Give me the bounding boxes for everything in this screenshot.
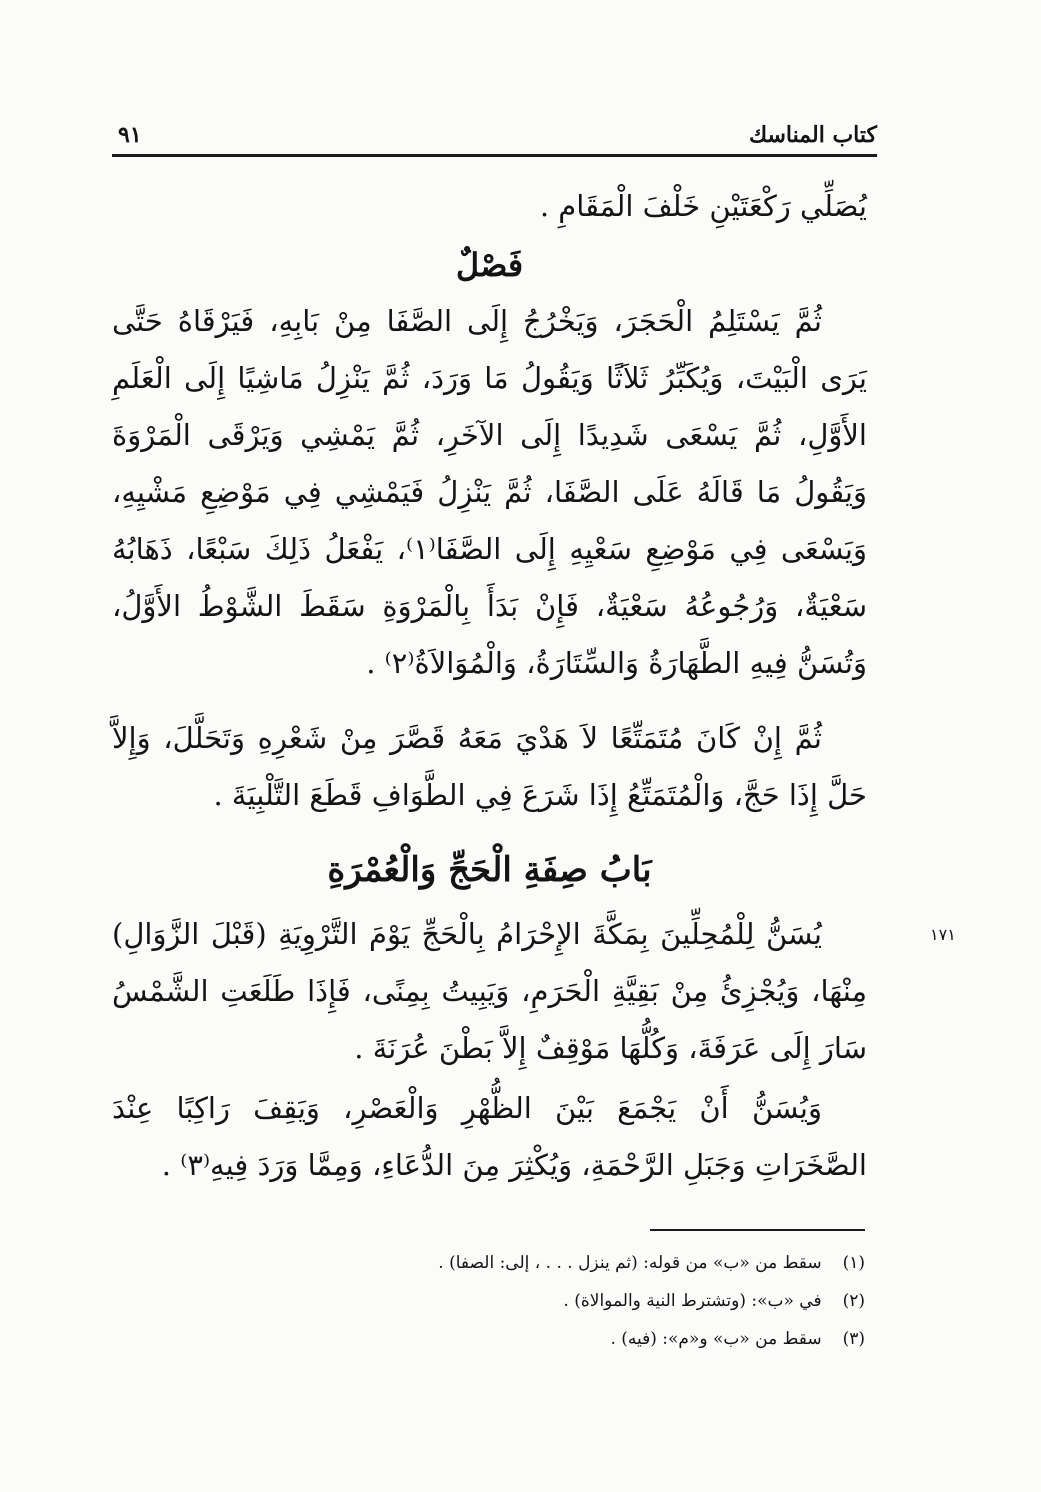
footnote-2 (300, 1282, 865, 1320)
footnotes (300, 1244, 865, 1358)
footnote-number: (٣) (842, 1329, 865, 1349)
paragraph-text: يُسَنُّ لِلْمُحِلِّينَ بِمَكَّةَ الإِحْرَامُ بِالْحَجِّ يَوْمَ التَّرْوِيَةِ (قَبْلَ الزَّوَالِ) مِنْهَا، وَيُجْزِئُ مِنْ بَقِيَّةِ الْحَرَمِ، وَيَبِيتُ بِمِنًى، فَإِذَا طَلَعَتِ الشَّمْسُ سَارَ إِلَى عَرَفَةَ، وَكُلُّهَا مَوْقِفٌ إِلاَّ بَطْنَ عُرَنَةَ . (112, 917, 867, 1065)
chapter-heading-hajj: بَابُ صِفَةِ الْحَجِّ وَالْعُمْرَةِ (327, 850, 652, 890)
paragraph-closing-line (112, 178, 867, 235)
footnote-3 (300, 1320, 865, 1358)
page-header (112, 110, 877, 157)
paragraph-text: ثُمَّ إِنْ كَانَ مُتَمَتِّعًا لاَ هَدْيَ مَعَهُ قَصَّرَ مِنْ شَعْرِهِ وَتَحَلَّلَ، وَإِلاَّ حَلَّ إِذَا حَجَّ، وَالْمُتَمَتِّعُ إِذَا شَرَعَ فِي الطَّوَافِ قَطَعَ التَّلْبِيَةَ . (112, 721, 867, 812)
footnote-1 (300, 1244, 865, 1282)
footnote-text: سقط من «ب» و«م»: (فيه) . (610, 1329, 822, 1349)
footnote-number: (٢) (842, 1291, 865, 1311)
page-number: ٩١ (118, 122, 142, 148)
paragraph-text: وَيُسَنُّ أَنْ يَجْمَعَ بَيْنَ الظُّهْرِ وَالْعَصْرِ، وَيَقِفَ رَاكِبًا عِنْدَ الصَّخَرَاتِ وَجَبَلِ الرَّحْمَةِ، وَيُكْثِرَ مِنَ الدُّعَاءِ، وَمِمَّا وَرَدَ فِيهِ⁽٣⁾ . (112, 1091, 867, 1182)
footnote-text: في «ب»: (وتشترط النية والموالاة) . (563, 1291, 822, 1311)
paragraph-tarwiyah (112, 906, 867, 1077)
margin-page-reference: ١٧١ (930, 925, 956, 944)
paragraph-tamattu (112, 710, 867, 824)
section-heading-fasl: فَصْلٌ (455, 246, 524, 284)
footnote-separator (650, 1229, 865, 1231)
footnote-text: سقط من «ب» من قوله: (ثم ينزل . . . ، إلى: الصفا) . (438, 1253, 822, 1273)
paragraph-arafah (112, 1080, 867, 1194)
paragraph-sai (112, 293, 867, 692)
paragraph-text: ثُمَّ يَسْتَلِمُ الْحَجَرَ، وَيَخْرُجُ إِلَى الصَّفَا مِنْ بَابِهِ، فَيَرْقَاهُ حَتَّى يَرَى الْبَيْتَ، وَيُكَبِّرُ ثَلاَثًا وَيَقُولُ مَا وَرَدَ، ثُمَّ يَنْزِلُ مَاشِيًا إِلَى الْعَلَمِ الأَوَّلِ، ثُمَّ يَسْعَى شَدِيدًا إِلَى الآخَرِ، ثُمَّ يَمْشِي وَيَرْقَى الْمَرْوَةَ وَيَقُولُ مَا قَالَهُ عَلَى الصَّفَا، ثُمَّ يَنْزِلُ فَيَمْشِي فِي مَوْضِعِ مَشْيِهِ، وَيَسْعَى فِي مَوْضِعِ سَعْيِهِ إِلَى الصَّفَا⁽١⁾، يَفْعَلُ ذَلِكَ سَبْعًا، ذَهَابُهُ سَعْيَةٌ، وَرُجُوعُهُ سَعْيَةٌ، فَإِنْ بَدَأَ بِالْمَرْوَةِ سَقَطَ الشَّوْطُ الأَوَّلُ، وَتُسَنُّ فِيهِ الطَّهَارَةُ وَالسِّتَارَةُ، وَالْمُوَالاَةُ⁽٢⁾ . (112, 304, 867, 680)
paragraph-text: يُصَلِّي رَكْعَتَيْنِ خَلْفَ الْمَقَامِ . (539, 189, 867, 223)
footnote-number: (١) (842, 1253, 865, 1273)
running-title: كتاب المناسك (748, 122, 877, 148)
